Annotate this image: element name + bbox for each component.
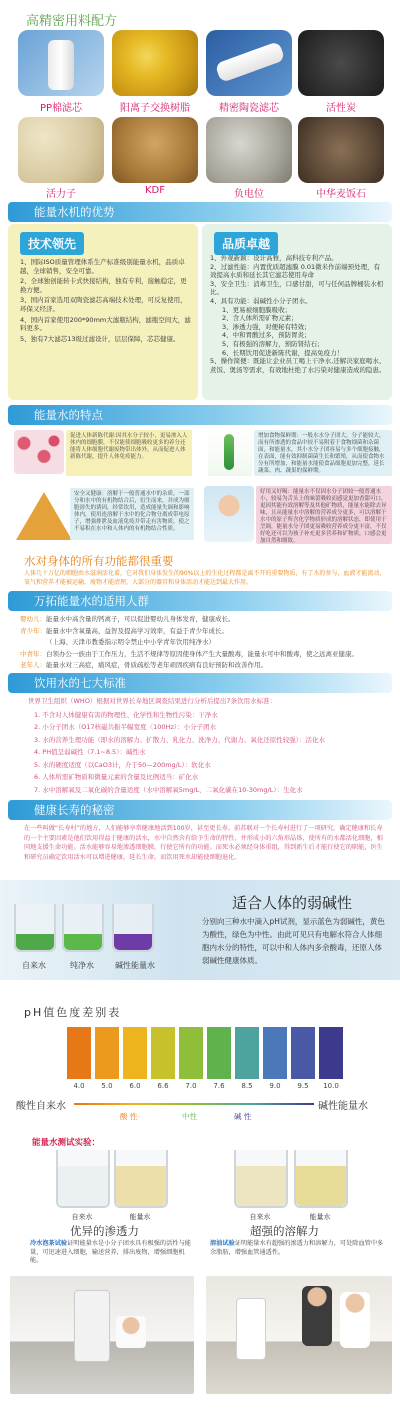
feature-text-box [70,488,194,540]
material-image-carbon [298,30,384,96]
tech-heading: 技术领先 [20,232,84,255]
experiment-right-tag: 溶油试验 [210,1240,235,1247]
standard-item: 3. 水的营养生理功能（即水的溶解力、扩散力、乳化力、洗净力、代谢力、氧化还原性较强）：活化水 [34,735,326,744]
experiment-left-tag: 冷水泡茶试验 [30,1240,68,1247]
group-row [20,661,392,670]
feature-text: 促进人体新陈代谢:因其水分子较小，更易渗入人体内的细胞膜，不仅能使细胞吸收更多的养分还能将人体细胞代谢废物带出体外，从而促进人体新陈代谢，提升人体免疫能力。 [70,433,188,460]
feature-image-drinking-woman [204,486,254,542]
ph-value-label: 5.0 [101,1082,113,1090]
experiments-heading: 能量水测试实验： [32,1138,101,1148]
ph-value-label: 10.0 [323,1082,339,1090]
beaker-liquid [58,1166,108,1206]
beaker-liquid [116,1166,166,1206]
photo-kitchen-woman [10,1276,194,1394]
alkaline-body: 分别向三种水中滴入pH试剂，显示蓝色为弱碱性，黄色为酸性，绿色为中性。由此可见只有电解水符合人体细胞内水分的特性，可以中和人体内多余酸毒，还原人体弱碱性健康体质。 [202,917,385,965]
ph-value-label: 6.6 [157,1082,169,1090]
experiment-right-desc [210,1240,388,1257]
quality-subpoint: 1、更易被细胞膜吸收； [222,305,292,314]
group-text: 能量水对三高症，痛风症，骨质疏松等老年顽固疾病有良好预防和改善作用。 [46,661,267,669]
standard-item: 6. 人体所需矿物质和微量元素的含量及比例适当：矿化水 [34,773,199,781]
ph-value-label: 9.0 [269,1082,281,1090]
ph-scale-title: pH值色度差别表 [24,1006,122,1019]
material-image-energy-beads [18,117,104,183]
feature-text: 安全又健康：溶解于一般普通水中的杂质，一部分和水中的有机物结合后，衍生而来，并成为细胞溶失的诱因，经常饮用，造成能量失调和影响体内，使用连溶解于水中的化合物分离成带电原子，增强排泄及血液免疫并带走有害物质，使之不易积在水中和人体内的有机物结合性质。 [74,491,190,532]
material-label: 负电位 [234,189,264,200]
feature-text-box [66,430,192,476]
standard-item: 7. 水中溶解氧及二氧化碳的含量适度（水中溶解氧5mg/L，二氧化碳在10-30mg/L）：生化水 [34,785,303,794]
materials-title: 高精密用料配方 [26,14,118,29]
ph-color-bar [67,1027,91,1079]
material-image-negative-potential [206,117,292,183]
quality-point: 3、安全卫生：消毒卫生，口感甘甜，可与任何品牌桶装水相比。 [210,279,384,297]
section-title: 健康长寿的秘密 [34,803,115,817]
ph-value-label: 6.0 [129,1082,141,1090]
experiment-left-desc-text: 证明能量水是小分子团水具有极强的活性与能量，可迅速进入细胞，输送营养，排出废物，增强细胞机能。 [30,1240,191,1264]
beaker-oil-energy [294,1150,348,1208]
ph-base-label: 碱 性 [234,1112,252,1121]
group-row [20,627,392,636]
beaker-liquid [16,934,54,950]
ph-acid-label: 酸 性 [120,1112,138,1121]
quality-point: 5、操作简便：既能让企业员工喝上干净水,还解决家庭喝水、煮饭、煲汤等需求，有效地杜绝了水污染对健康造成的隐患。 [210,357,386,374]
beaker-liquid [236,1166,286,1206]
standard-item: 4. PH值呈弱碱性（7.1~8.5）：碱性水 [34,748,146,756]
ph-color-bar [235,1027,259,1079]
ph-left-label: 酸性自来水 [16,1101,66,1112]
feature-text-box [254,430,392,476]
tech-point: 3、国内首家选用双陶瓷滤芯高端技术处理，可反复使用，环保又经济。 [20,296,187,313]
experiment-right-desc-text: 证明能量水有超强的渗透力和溶解力，可处除血管中多余脂肪，增强血管通透性。 [210,1240,384,1256]
beaker-liquid [64,934,102,950]
feature-text-box [256,486,392,544]
quality-subpoint: 5、有极强的溶解力，预防肾结石； [222,339,324,348]
group-text: 白领办公一族由于工作压力，生活不规律等原因使身体产生大量酸毒，能量水可中和酸毒，使之远离亚健康。 [46,649,358,658]
material-label: 阳离子交换树脂 [120,103,190,114]
ph-value-label: 4.0 [73,1082,85,1090]
groups-section-header [0,591,400,611]
feature-text: 增加食物保鲜期：一般水水分子团大，分子能较大，而有所渗透的食品中较不易附着于食物细菌和杂菌面，和能量水，其小水分子团容易与多个细胞接触，在表面，能有效抑制菌菌生长和繁殖，从而使食物水分有所增加，和能量水能使食品细胞更加完整，延长蔬菜、肉、蔬果的保鲜期。 [258,433,385,474]
quality-box [202,224,392,400]
experiment-left-title: 优异的渗透力 [70,1224,139,1238]
material-label: 活性炭 [326,103,356,114]
ph-color-bar [123,1027,147,1079]
group-row [20,615,392,624]
quality-point: 1、外观新颖：设计高雅，高科技专利产品。 [210,254,338,262]
beaker-tap-water [14,904,56,952]
standards-section-header [0,673,400,693]
section-title: 能量水的特点 [34,408,103,422]
section-title: 饮用水的七大标准 [34,676,126,690]
beaker-tea-tap [56,1150,110,1208]
beaker-liquid [114,934,152,950]
group-text: （上海、天津市教委指示明令禁止中小学青年饮用纯净水） [46,638,215,646]
group-row [20,638,392,647]
tech-point: 4、国内首家使用200*90mm大滤瓶结构，滤瓶空间大，滤料更多。 [20,315,191,333]
ph-value-label: 8.5 [241,1082,253,1090]
group-tag: 中青年： [20,649,46,658]
ph-value-label: 7.6 [213,1082,225,1090]
feature-image-vegetables [208,430,252,476]
ph-color-bar [179,1027,203,1079]
section-title: 万拓能量水的适用人群 [34,594,149,608]
material-image-ceramic [206,30,292,96]
ph-color-bar [151,1027,175,1079]
experiment-left-desc [30,1240,192,1266]
beaker-tea-energy [114,1150,168,1208]
feature-image-food-pyramid [16,492,72,540]
ph-value-label: 9.5 [297,1082,309,1090]
quality-subpoint: 4、中和胃酸过多，预防胃炎； [222,331,311,340]
tech-point: 2、全球独创能转卡式快接结构，独有专利，接触稳定，更换方便。 [20,277,187,294]
standard-item: 5. 水的硬度适度（以CaO3计，介于50—200mg/L）：软化水 [34,760,211,769]
material-label: PP棉滤芯 [39,103,83,114]
ph-color-bar [263,1027,287,1079]
ph-color-bar [319,1027,343,1079]
group-tag: 老年人： [20,661,46,669]
ph-gradient-bar [74,1103,314,1105]
feature-image-cells [14,430,64,474]
material-image-maifan-stone [298,117,384,183]
quality-point: 2、过滤性能：内置优质超滤膜 0.01微米作前端预处理，有效提高水质和延长其它滤芯使用寿命 [210,262,381,280]
quality-point: 4、具有功能：弱碱性小分子团水。 [210,296,312,305]
tech-point: 1、国际ISO质量管理体系生产标准级别能量水机，品质卓越，全球销售，安全可靠。 [20,258,185,275]
feature-text: 好用又好喝：能量水不仅因水分子团较一般普通水小，较易为舌头上的味蕾吸收而感觉更加香甜可口，更因其能有效溶解等及其他矿物质，能量水能除去异味，且从能量水中溶解的营养成分更多，可以溶解于水中的原子所含化学物质形成的溶解状态，即使用于烹调，能量水分子团更易吸收营养成分更丰富，不仅好吃还可以为孩子补充更多营养和矿物质，口感会更加自然和细致。 [260,489,387,544]
material-image-resin [112,30,198,96]
photo-family-kitchen [206,1276,392,1394]
experiment-right-title: 超强的溶解力 [250,1224,319,1238]
quality-subpoint: 3、渗透力强，对便秘有特效； [222,322,311,331]
longevity-body: 在一些叫做“长寿村”的地方，人们能够享常健康地活到100岁，甚至更长寿。前苏联对一个长寿村进行了一项研究，确定健康和长寿的一个主要因素是他们饮用得益于健康的活水，水中自然含有给予生命的特性，并形成小的六角形晶体，使所有的水都活化细胞，相同地支援生命功能。活水能够容易地渗透细胞膜，行使它所有的功能。而死水必须经身体重组，得到新生后才能行使它的职能，医生和研究员确定饮用活水可以增进健康，延长生命，而饮用死水却能使细胞退化。 [24,825,383,861]
ph-color-bar [291,1027,315,1079]
standards-intro: 世界卫生组织（WHO）根据对世界长寿地区调查结果进行分析后提出7条饮用水标准： [28,697,277,705]
ph-neutral-label: 中性 [182,1112,197,1121]
beaker-liquid [296,1166,346,1206]
beaker-label: 自来水 [22,961,46,970]
group-tag: 婴幼儿： [20,615,46,623]
group-text: 能量水中含氧量高，益智及提高学习效率，有益于青少年成长。 [46,626,228,635]
advantages-section-header [0,202,400,222]
standard-item: 1. 不含对人体健康有害的物理性、化学性和生物性污染：干净水 [34,710,218,719]
quality-subpoint: 6、长期饮用促进新陈代谢，提高免疫力！ [222,348,344,357]
section-title: 能量水机的优势 [34,205,115,219]
functions-body: 人体几十万亿的细胞由水滋润活化着，它对我们身体发生的90%以上的生化过程都是离不开的重要物质，有了水的参与，血液才能流动，氧气和营养才能被运输，废物才能清理，大部分的器官和身体活动才能达到最大作用。 [24,570,386,586]
material-image-kdf [112,117,198,183]
features-section-header [0,405,400,425]
beaker-oil-tap [234,1150,288,1208]
beaker-pure-water [62,904,104,952]
material-label: 活力子 [46,189,76,200]
group-text: 能量水中高含量的钙离子，可以促进婴幼儿身体发育，健康成长。 [46,615,235,623]
material-label: 中华麦饭石 [316,189,366,200]
quality-heading: 品质卓越 [214,232,278,255]
beaker-alkaline-water [112,904,154,952]
tech-point: 5、独有7大滤芯13级过滤设计，层层保障，芯芯健康。 [20,334,180,343]
ph-color-bar [207,1027,231,1079]
alkaline-title: 适合人体的弱碱性 [232,894,353,912]
group-row [20,650,392,659]
material-label: 精密陶瓷滤芯 [219,103,279,114]
quality-subpoint: 2、含人体所需矿物元素； [222,314,298,323]
longevity-section-header [0,800,400,820]
beaker-label: 自来水 [71,1213,93,1221]
beaker-label: 纯净水 [70,961,94,970]
beaker-label: 自来水 [249,1213,271,1221]
standard-item: 2. 小分子团水（O17核磁共振半幅宽度〈100Hz）：小分子团水 [34,723,217,731]
beaker-label: 能量水 [309,1213,331,1221]
material-image-pp-cotton [18,30,104,96]
group-tag: 青少年： [20,626,46,635]
ph-value-label: 7.0 [185,1082,197,1090]
functions-heading: 水对身体的所有功能都很重要 [24,554,174,568]
ph-color-bar [95,1027,119,1079]
material-label: KDF [144,185,165,196]
ph-right-label: 碱性能量水 [318,1101,368,1112]
beaker-label: 能量水 [129,1213,151,1221]
tech-box [8,224,198,400]
beaker-label: 碱性能量水 [115,961,155,970]
